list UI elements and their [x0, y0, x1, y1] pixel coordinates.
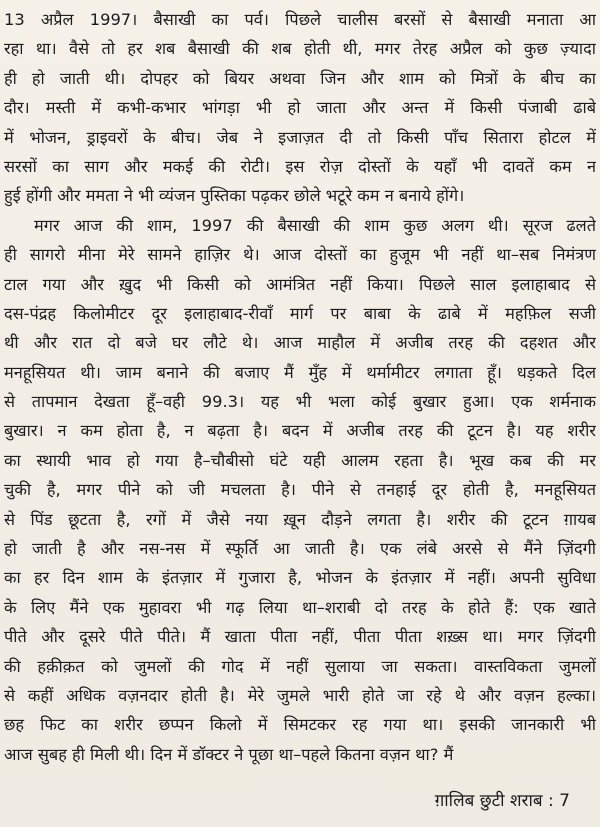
text-line: का स्थायी भाव हो गया है–चौबीसो घंटे यही आलम रहता है। भूख कब की मर	[4, 450, 596, 470]
text-line: बुखार। न कम होता है, न बढ़ता है। बदन में अजीब तरह की टूटन है। यह शरीर	[4, 421, 596, 441]
text-line: ही सागरो मीना मेरे सामने हाज़िर थे। आज दोस्तों का हुजूम भी नहीं था–सब निमंत्रण	[4, 245, 596, 265]
text-line: छह फिट का शरीर छप्पन किलो में सिमटकर रह गया था। इसकी जानकारी भी	[4, 715, 596, 735]
text-line: दौर। मस्ती में कभी-कभार भांगड़ा भी हो जाता और अन्त में किसी पंजाबी ढाबे	[4, 98, 596, 118]
paragraph	[4, 5, 596, 211]
page-number: 7	[559, 791, 570, 811]
text-line: सरसों का साग और मकई की रोटी। इस रोज़ दोस्तों के यहाँ भी दावतें कम न	[4, 156, 596, 176]
text-line: में भोजन, ड्राइवरों के बीच। जेब ने इजाज़त दी तो किसी पाँच सितारा होटल में	[4, 127, 596, 147]
body-text	[4, 5, 596, 769]
text-line: रहा था। वैसे तो हर शब बैसाखी की शब होती थी, मगर तेरह अप्रैल को कुछ ज़्यादा	[4, 39, 596, 59]
page-footer	[435, 787, 570, 815]
text-line: 13 अप्रैल 1997। बैसाखी का पर्व। पिछले चालीस बरसों से बैसाखी मनाता आ	[4, 10, 596, 29]
text-line: टाल गया और ख़ुद भी किसी को आमंत्रित नहीं किया। पिछले साल इलाहाबाद से	[4, 274, 596, 294]
text-line: चुकी है, मगर पीने को जी मचलता है। पीने से तनहाई दूर होती है, मनहूसियत	[4, 480, 596, 500]
text-line: दस-पंद्रह किलोमीटर दूर इलाहाबाद-रीवाँ मार्ग पर बाबा के ढाबे में महफ़िल सजी	[4, 303, 596, 323]
text-line: ही हो जाती थी। दोपहर को बियर अथवा जिन और शाम को मित्रों के बीच का	[4, 68, 596, 88]
text-line: से तापमान देखता हूँ–वही 99.3। यह भी भला कोई बुखार हुआ। एक शर्मनाक	[4, 392, 596, 412]
text-line: का हर दिन शाम के इंतज़ार में गुजारा है, भोजन के इंतज़ार में नहीं। अपनी सुविधा	[4, 568, 596, 588]
paragraph	[4, 211, 596, 769]
text-line: आज सुबह ही मिली थी। दिन में डॉक्टर ने पूछा था–पहले कितना वज़न था? मैं	[4, 744, 454, 764]
text-line: पीते और दूसरे पीते पीते। मैं खाता पीता नहीं, पीता पीता शख़्स था। मगर ज़िंदगी	[4, 627, 596, 647]
text-line: हुई होंगी और ममता ने भी व्यंजन पुस्तिका पढ़कर छोले भटूरे कम न बनाये होंगे।	[4, 186, 465, 206]
text-line: मगर आज की शाम, 1997 की बैसाखी की शाम कुछ अलग थी। सूरज ढलते	[34, 215, 596, 235]
book-title: ग़ालिब छुटी शराब	[434, 791, 543, 811]
text-line: से पिंड छूटता है, रगों में जैसे नया ख़ून दौड़ने लगता है। शरीर की टूटन ग़ायब	[4, 509, 596, 529]
text-line: से कहीं अधिक वज़नदार होती है। मेरे जुमले भारी होते जा रहे थे और वज़न हल्का।	[4, 685, 596, 705]
text-line: हो जाती है और नस-नस में स्फूर्ति आ जाती है। एक लंबे अरसे से मैंने ज़िंदगी	[4, 539, 596, 559]
footer-separator: :	[548, 791, 554, 811]
text-line: के लिए मैंने एक मुहावरा भी गढ़ लिया था–शराबी दो तरह के होते हैं: एक खाते	[4, 597, 596, 617]
text-line: मनहूसियत थी। जाम बनाने की बजाए मैं मुँह में थर्मामीटर लगाता हूँ। धड़कते दिल	[4, 362, 596, 382]
text-line: थी और रात दो बजे घर लौटे थे। आज माहौल में अजीब तरह की दहशत और	[4, 333, 596, 353]
text-line: की हक़ीक़त को जुमलों की गोद में नहीं सुलाया जा सकता। वास्तविकता जुमलों	[4, 656, 596, 676]
